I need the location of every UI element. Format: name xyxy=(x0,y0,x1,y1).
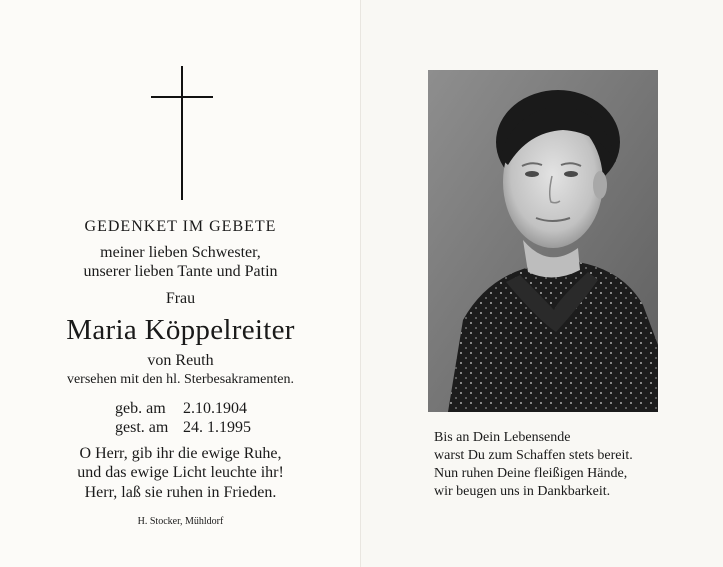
verse-line-4: wir beugen uns in Dankbarkeit. xyxy=(434,484,611,499)
origin: von Reuth xyxy=(147,352,214,369)
prayer-line-3: Herr, laß sie ruhen in Frieden. xyxy=(84,484,277,501)
death-date-line xyxy=(115,420,251,436)
left-panel xyxy=(0,0,361,567)
prayer-line-1: O Herr, gib ihr die ewige Ruhe, xyxy=(79,445,282,462)
birth-date-line xyxy=(115,401,247,417)
birth-date: 2.10.1904 xyxy=(183,400,247,417)
relation-line-2: unserer lieben Tante und Patin xyxy=(83,263,278,280)
cross-icon xyxy=(151,66,213,200)
birth-label: geb. am xyxy=(115,400,166,417)
sacraments: versehen mit den hl. Sterbesakramenten. xyxy=(66,372,295,387)
printer-imprint: H. Stocker, Mühldorf xyxy=(137,516,224,527)
verse-line-2: warst Du zum Schaffen stets bereit. xyxy=(434,448,633,463)
portrait-photo xyxy=(428,70,658,412)
verse-line-1: Bis an Dein Lebensende xyxy=(434,430,571,445)
prayer-line-2: und das ewige Licht leuchte ihr! xyxy=(77,464,284,481)
heading: GEDENKET IM GEBETE xyxy=(84,218,277,235)
relation-line-1: meiner lieben Schwester, xyxy=(100,244,261,261)
death-date: 24. 1.1995 xyxy=(183,419,251,436)
title: Frau xyxy=(165,290,196,307)
death-label: gest. am xyxy=(115,419,169,436)
deceased-name: Maria Köppelreiter xyxy=(66,314,295,346)
verse-line-3: Nun ruhen Deine fleißigen Hände, xyxy=(434,466,628,481)
